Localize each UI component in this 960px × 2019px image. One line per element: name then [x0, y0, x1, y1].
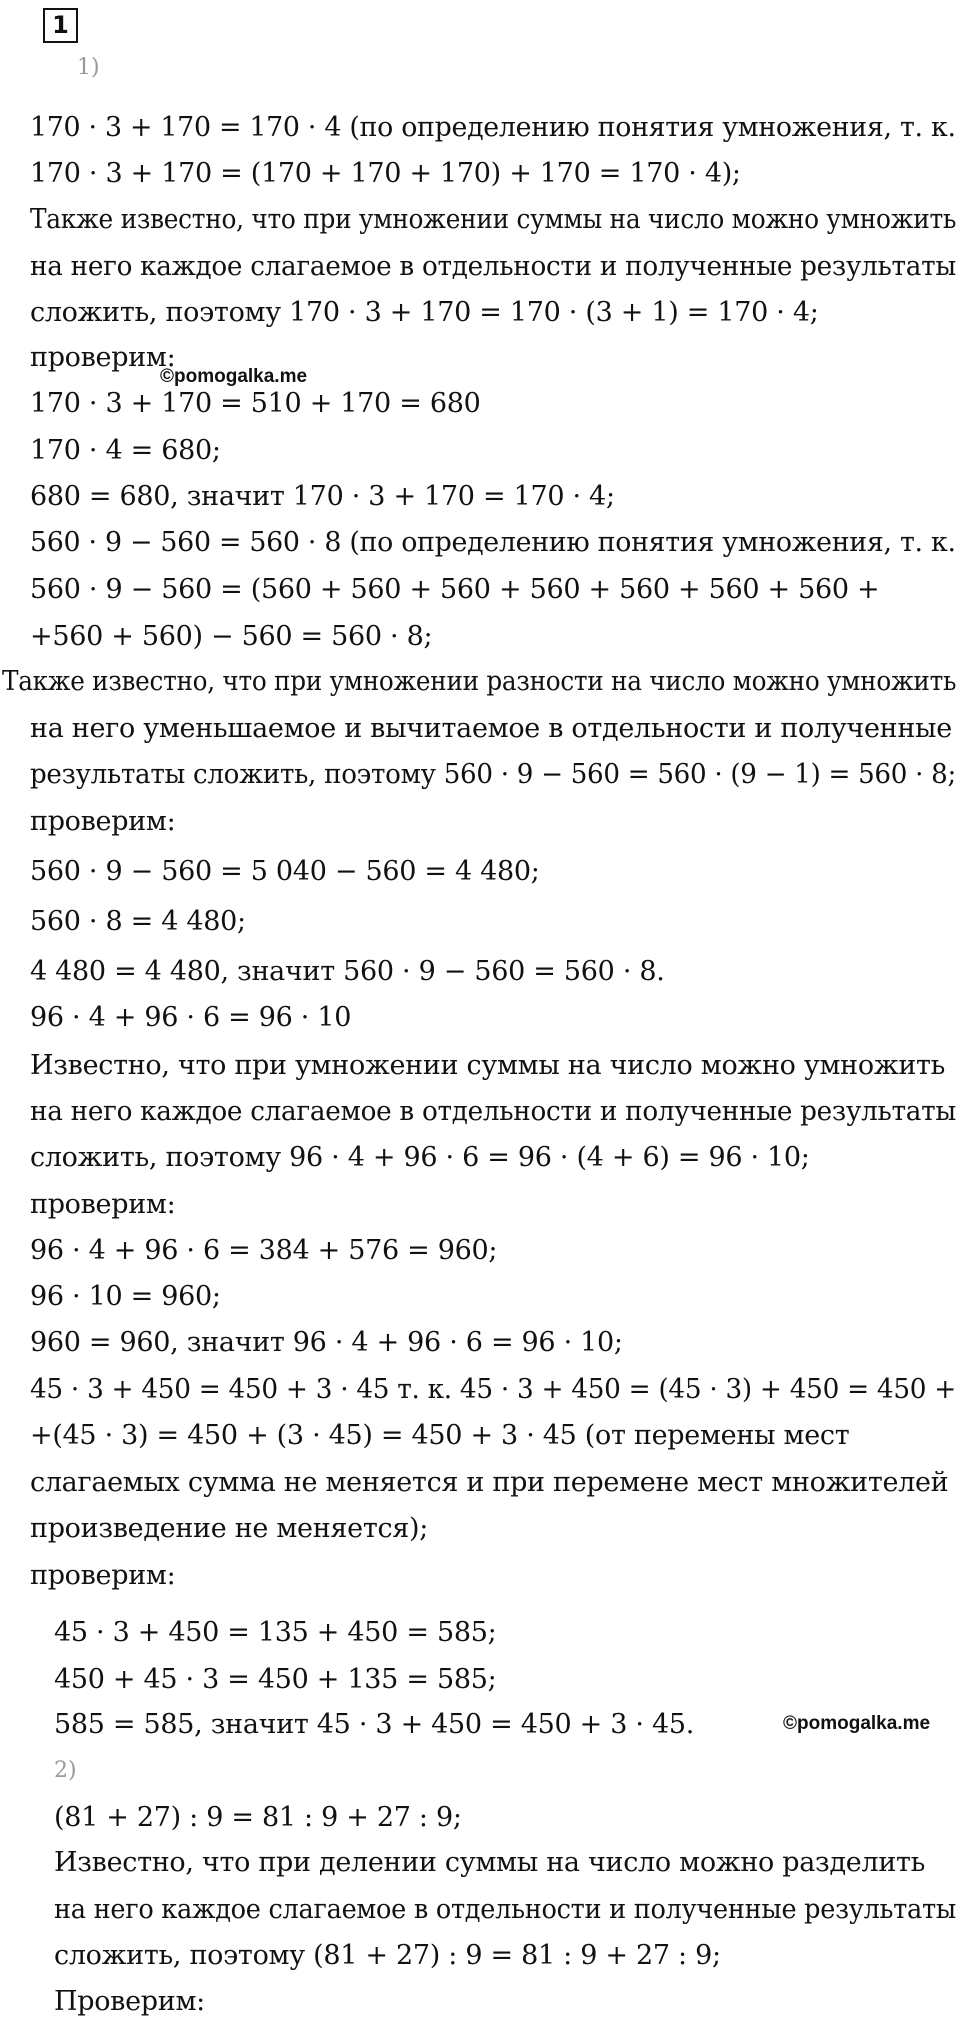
text-line: 96 · 4 + 96 · 6 = 384 + 576 = 960;	[30, 1235, 498, 1266]
text-line: результаты сложить, поэтому 560 · 9 − 560 = 560 · (9 − 1) = 560 · 8;	[30, 759, 956, 790]
text-line: 96 · 4 + 96 · 6 = 96 · 10	[30, 1002, 352, 1033]
text-line: Проверим:	[54, 1986, 205, 2017]
text-line: Также известно, что при умножении суммы на число можно умножить	[30, 204, 957, 235]
text-line: слагаемых сумма не меняется и при перемене мест множителей	[30, 1467, 949, 1498]
text-line: на него каждое слагаемое в отдельности и полученные результаты	[30, 251, 956, 282]
text-line: 960 = 960, значит 96 · 4 + 96 · 6 = 96 · 10;	[30, 1327, 623, 1358]
text-line: 170 · 3 + 170 = (170 + 170 + 170) + 170 = 170 · 4);	[30, 158, 741, 189]
part-1-label: 1)	[77, 55, 100, 80]
text-line: 560 · 9 − 560 = 5 040 − 560 = 4 480;	[30, 856, 540, 887]
part-2-label: 2)	[54, 1758, 77, 1783]
text-line: 170 · 4 = 680;	[30, 435, 221, 466]
text-line: 170 · 3 + 170 = 170 · 4 (по определению понятия умножения, т. к.	[30, 112, 956, 143]
text-line: (81 + 27) : 9 = 81 : 9 + 27 : 9;	[54, 1802, 462, 1833]
text-line: +(45 · 3) = 450 + (3 · 45) = 450 + 3 · 45 (от перемены мест	[30, 1420, 850, 1451]
text-line: на него уменьшаемое и вычитаемое в отдельности и полученные	[30, 713, 952, 744]
text-line: 560 · 8 = 4 480;	[30, 906, 246, 937]
task-number-badge: 1	[43, 8, 78, 43]
text-line: 450 + 45 · 3 = 450 + 135 = 585;	[54, 1664, 497, 1695]
text-line: Известно, что при умножении суммы на число можно умножить	[30, 1050, 946, 1081]
text-line: проверим:	[30, 1560, 176, 1591]
text-line: 560 · 9 − 560 = 560 · 8 (по определению понятия умножения, т. к.	[30, 527, 956, 558]
text-line: на него каждое слагаемое в отдельности и полученные результаты	[30, 1096, 956, 1127]
text-line: 680 = 680, значит 170 · 3 + 170 = 170 · 4;	[30, 481, 615, 512]
text-line: сложить, поэтому 96 · 4 + 96 · 6 = 96 · (4 + 6) = 96 · 10;	[30, 1142, 810, 1173]
text-line: произведение не меняется);	[30, 1513, 429, 1544]
text-line: 96 · 10 = 960;	[30, 1281, 221, 1312]
text-line: на него каждое слагаемое в отдельности и полученные результаты	[54, 1894, 956, 1925]
text-line: сложить, поэтому 170 · 3 + 170 = 170 · (3 + 1) = 170 · 4;	[30, 297, 819, 328]
text-line: 4 480 = 4 480, значит 560 · 9 − 560 = 560 · 8.	[30, 956, 665, 987]
text-line: проверим:	[30, 1189, 176, 1220]
text-line: Известно, что при делении суммы на число можно разделить	[54, 1847, 926, 1878]
watermark: ©pomogalka.me	[783, 1713, 931, 1734]
text-line: 560 · 9 − 560 = (560 + 560 + 560 + 560 + 560 + 560 + 560 +	[30, 574, 880, 605]
text-line: 585 = 585, значит 45 · 3 + 450 = 450 + 3 · 45.	[54, 1709, 694, 1740]
text-line: Также известно, что при умножении разности на число можно умножить	[2, 666, 957, 697]
watermark: ©pomogalka.me	[160, 366, 308, 387]
text-line: +560 + 560) − 560 = 560 · 8;	[30, 621, 433, 652]
text-line: 170 · 3 + 170 = 510 + 170 = 680	[30, 388, 481, 419]
text-line: проверим:	[30, 806, 176, 837]
text-line: проверим:	[30, 342, 176, 373]
text-line: 45 · 3 + 450 = 135 + 450 = 585;	[54, 1617, 497, 1648]
text-line: сложить, поэтому (81 + 27) : 9 = 81 : 9 + 27 : 9;	[54, 1940, 721, 1971]
text-line: 45 · 3 + 450 = 450 + 3 · 45 т. к. 45 · 3 + 450 = (45 · 3) + 450 = 450 +	[30, 1374, 957, 1405]
